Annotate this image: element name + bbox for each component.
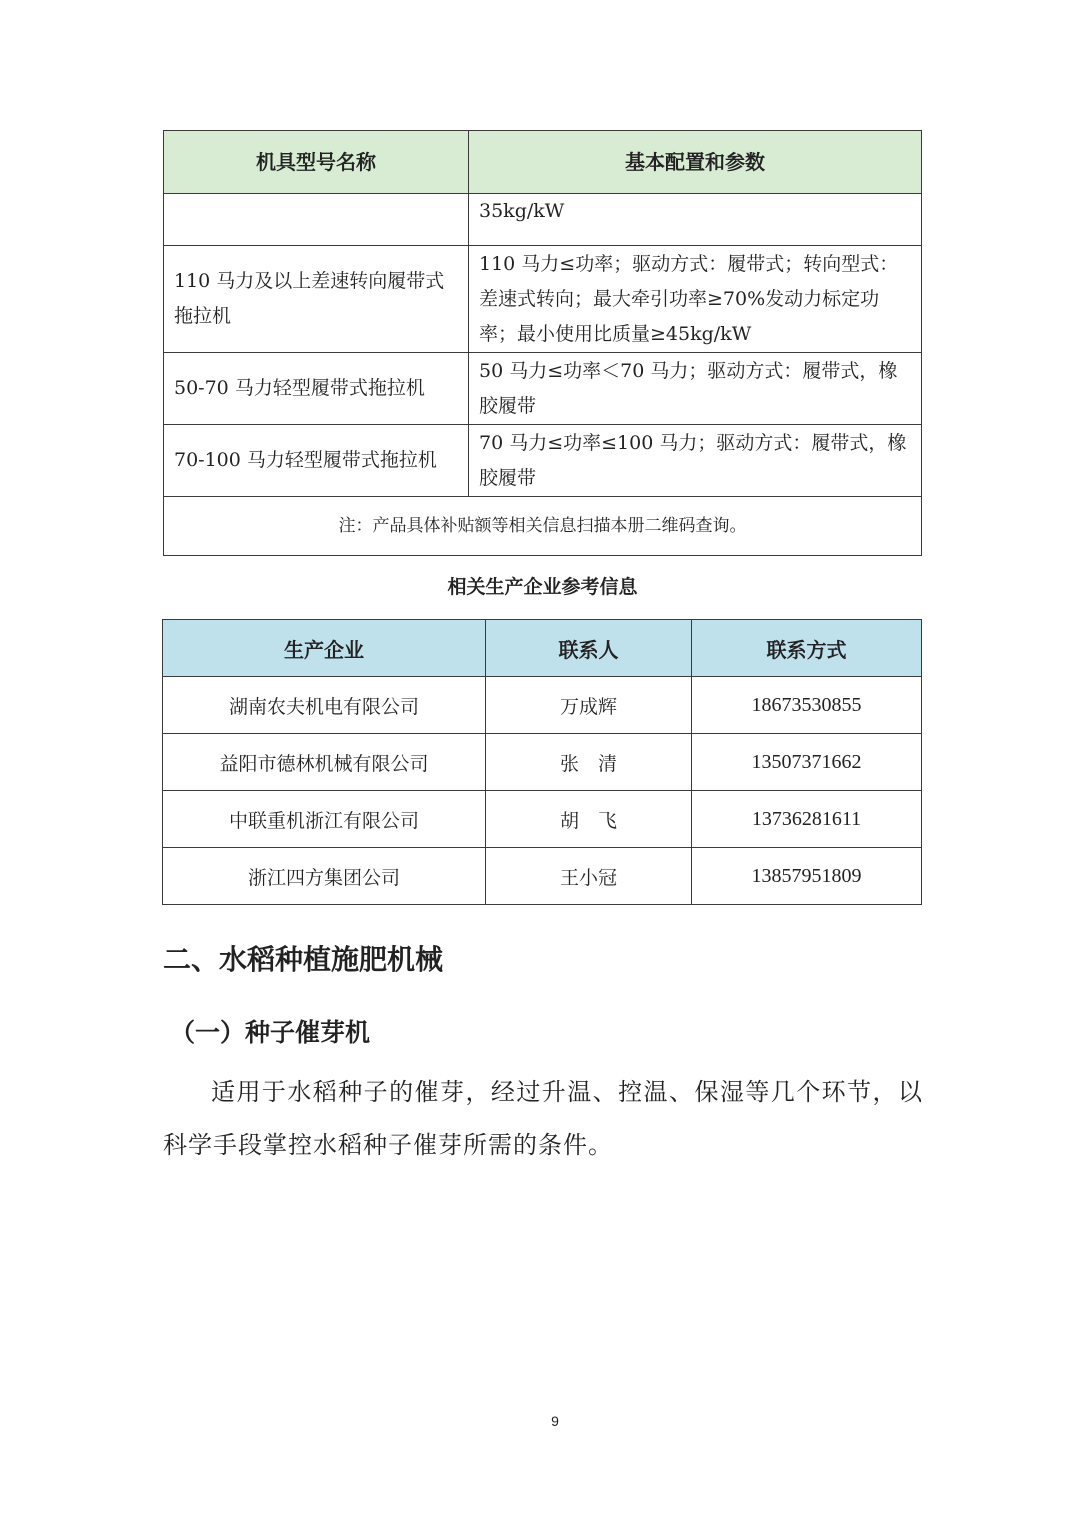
spec-header-name: 机具型号名称 — [164, 131, 469, 194]
phone-cell: 13857951809 — [692, 848, 922, 905]
section-heading: 二、水稻种植施肥机械 — [163, 943, 444, 976]
page-number: 9 — [551, 1413, 559, 1429]
company-header-contact: 联系人 — [486, 620, 692, 677]
spec-table-header-row — [164, 131, 922, 194]
contact-cell: 王小冠 — [486, 848, 692, 905]
table-row — [164, 353, 922, 425]
table-row — [163, 791, 922, 848]
spec-note-row — [164, 497, 922, 556]
company-cell: 湖南农夫机电有限公司 — [163, 677, 486, 734]
table-row — [163, 848, 922, 905]
spec-table — [163, 130, 922, 556]
phone-cell: 13507371662 — [692, 734, 922, 791]
subsection-heading: （一）种子催芽机 — [170, 1018, 371, 1047]
spec-params-cell: 70 马力≤功率≤100 马力；驱动方式：履带式，橡胶履带 — [469, 425, 922, 497]
contact-cell: 胡 飞 — [486, 791, 692, 848]
contact-cell: 张 清 — [486, 734, 692, 791]
spec-name-cell: 50-70 马力轻型履带式拖拉机 — [164, 353, 469, 425]
spec-name-cell — [164, 194, 469, 246]
table-row — [164, 246, 922, 353]
company-header-company: 生产企业 — [163, 620, 486, 677]
company-cell: 中联重机浙江有限公司 — [163, 791, 486, 848]
company-table — [162, 619, 922, 905]
spec-params-cell: 35kg/kW — [469, 194, 922, 246]
phone-cell: 13736281611 — [692, 791, 922, 848]
contact-cell: 万成辉 — [486, 677, 692, 734]
company-header-phone: 联系方式 — [692, 620, 922, 677]
table-row — [164, 194, 922, 246]
phone-cell: 18673530855 — [692, 677, 922, 734]
spec-note: 注：产品具体补贴额等相关信息扫描本册二维码查询。 — [164, 497, 922, 556]
company-table-header-row — [163, 620, 922, 677]
table-row — [163, 677, 922, 734]
company-cell: 浙江四方集团公司 — [163, 848, 486, 905]
table-row — [164, 425, 922, 497]
spec-name-cell: 70-100 马力轻型履带式拖拉机 — [164, 425, 469, 497]
spec-params-cell: 50 马力≤功率＜70 马力；驱动方式：履带式，橡胶履带 — [469, 353, 922, 425]
spec-params-cell: 110 马力≤功率；驱动方式：履带式；转向型式：差速式转向；最大牵引功率≥70%发动力标定功率；最小使用比质量≥45kg/kW — [469, 246, 922, 353]
body-paragraph: 适用于水稻种子的催芽，经过升温、控温、保湿等几个环节，以科学手段掌控水稻种子催芽所需的条件。 — [163, 1078, 923, 1159]
spec-name-cell: 110 马力及以上差速转向履带式拖拉机 — [164, 246, 469, 353]
table-row — [163, 734, 922, 791]
company-cell: 益阳市德林机械有限公司 — [163, 734, 486, 791]
company-table-caption: 相关生产企业参考信息 — [447, 576, 638, 598]
spec-header-params: 基本配置和参数 — [469, 131, 922, 194]
